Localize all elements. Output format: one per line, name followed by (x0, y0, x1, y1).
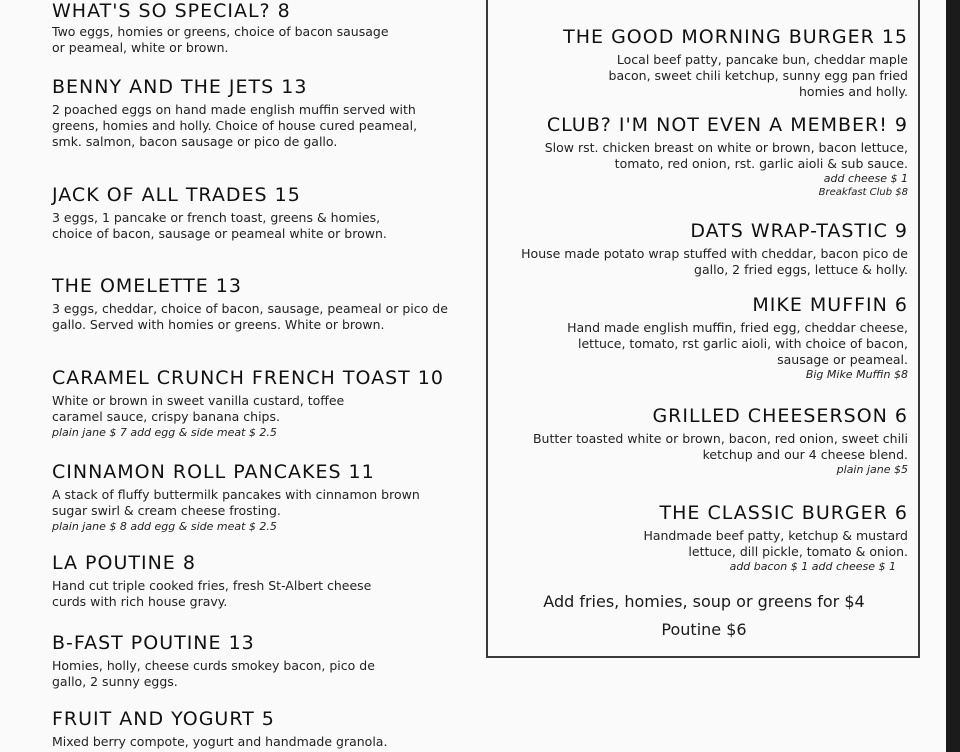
item-title: CARAMEL CRUNCH FRENCH TOAST 10 (52, 367, 444, 389)
item-description: 2 poached eggs on hand made english muffin served with greens, homies and holly. Choice of house cured peameal, smk. salmon, bacon sausage or pico de gallo. (52, 102, 418, 149)
menu-item-jack-of-all-trades (52, 184, 472, 242)
item-description: White or brown in sweet vanilla custard, toffee caramel sauce, crispy banana chips. (52, 393, 345, 424)
menu-item-mike-muffin (494, 294, 908, 382)
menu-item-club-not-even-a-member (494, 114, 908, 200)
item-description: Two eggs, homies or greens, choice of bacon sausage or peameal, white or brown. (52, 24, 389, 55)
item-description: Handmade beef patty, ketchup & mustard lettuce, dill pickle, tomato & onion. (643, 528, 908, 559)
item-title: THE OMELETTE 13 (52, 275, 242, 297)
menu-item-benny-and-the-jets (52, 76, 472, 150)
item-add-on-note: plain jane $ 8 add egg & side meat $ 2.5 (52, 520, 277, 533)
item-title: DATS WRAP-TASTIC 9 (690, 220, 908, 242)
item-description: House made potato wrap stuffed with cheddar, bacon pico de gallo, 2 fried eggs, lettuce & holly. (521, 246, 908, 277)
sides-add-on-line: Add fries, homies, soup or greens for $4 (543, 592, 865, 611)
item-add-on-note: add bacon $ 1 add cheese $ 1 (729, 560, 896, 573)
menu-item-good-morning-burger (494, 26, 908, 100)
item-description: Local beef patty, pancake bun, cheddar maple bacon, sweet chili ketchup, sunny egg pan fried homies and holly. (608, 52, 908, 99)
item-description: 3 eggs, cheddar, choice of bacon, sausage, peameal or pico de gallo. Served with homies or greens. White or brown. (52, 301, 448, 332)
item-title: FRUIT AND YOGURT 5 (52, 708, 275, 730)
item-description: Slow rst. chicken breast on white or brown, bacon lettuce, tomato, red onion, rst. garlic aioli & sub sauce. (544, 140, 908, 171)
menu-item-dats-wrap-tastic (494, 220, 908, 278)
item-add-on-note: plain jane $ 7 add egg & side meat $ 2.5 (52, 426, 277, 439)
item-title: CLUB? I'M NOT EVEN A MEMBER! 9 (546, 114, 908, 136)
menu-item-fruit-and-yogurt (52, 708, 472, 750)
menu-item-whats-so-special (52, 0, 472, 56)
menu-item-la-poutine (52, 552, 472, 610)
item-title: THE GOOD MORNING BURGER 15 (563, 26, 908, 48)
item-title: CINNAMON ROLL PANCAKES 11 (52, 461, 375, 483)
item-title: THE CLASSIC BURGER 6 (659, 502, 908, 524)
item-description: Hand made english muffin, fried egg, cheddar cheese, lettuce, tomato, rst garlic aioli, with choice of bacon, sausage or peameal. (567, 320, 908, 367)
item-description: A stack of fluffy buttermilk pancakes with cinnamon brown sugar swirl & cream cheese frosting. (52, 487, 420, 518)
item-title: WHAT'S SO SPECIAL? 8 (52, 0, 291, 22)
item-title: GRILLED CHEESERSON 6 (652, 405, 908, 427)
menu-item-the-omelette (52, 275, 472, 333)
item-title: JACK OF ALL TRADES 15 (52, 184, 301, 206)
menu-item-b-fast-poutine (52, 632, 472, 690)
item-description: Mixed berry compote, yogurt and handmade granola. (52, 734, 388, 749)
menu-item-cinnamon-roll-pancakes (52, 461, 472, 534)
page-edge-shadow (946, 0, 960, 752)
item-description: Homies, holly, cheese curds smokey bacon, pico de gallo, 2 sunny eggs. (52, 658, 375, 689)
item-add-on-note: Big Mike Muffin $8 (805, 368, 908, 381)
poutine-add-on-line: Poutine $6 (661, 620, 747, 639)
item-title: BENNY AND THE JETS 13 (52, 76, 308, 98)
item-add-on-note: Breakfast Club $8 (818, 187, 908, 198)
menu-item-grilled-cheeserson (494, 405, 908, 477)
item-title: MIKE MUFFIN 6 (752, 294, 908, 316)
menu-item-caramel-crunch-french-toast (52, 367, 472, 440)
menu-item-classic-burger (494, 502, 908, 574)
item-title: B-FAST POUTINE 13 (52, 632, 255, 654)
item-add-on-note: plain jane $5 (836, 463, 908, 476)
item-description: 3 eggs, 1 pancake or french toast, greens & homies, choice of bacon, sausage or peameal white or brown. (52, 210, 387, 241)
menu-right-column-box (486, 0, 920, 658)
item-description: Hand cut triple cooked fries, fresh St-Albert cheese curds with rich house gravy. (52, 578, 372, 609)
item-description: Butter toasted white or brown, bacon, red onion, sweet chili ketchup and our 4 cheese blend. (532, 431, 908, 462)
item-title: LA POUTINE 8 (52, 552, 196, 574)
item-add-on-note: add cheese $ 1 (823, 172, 908, 185)
